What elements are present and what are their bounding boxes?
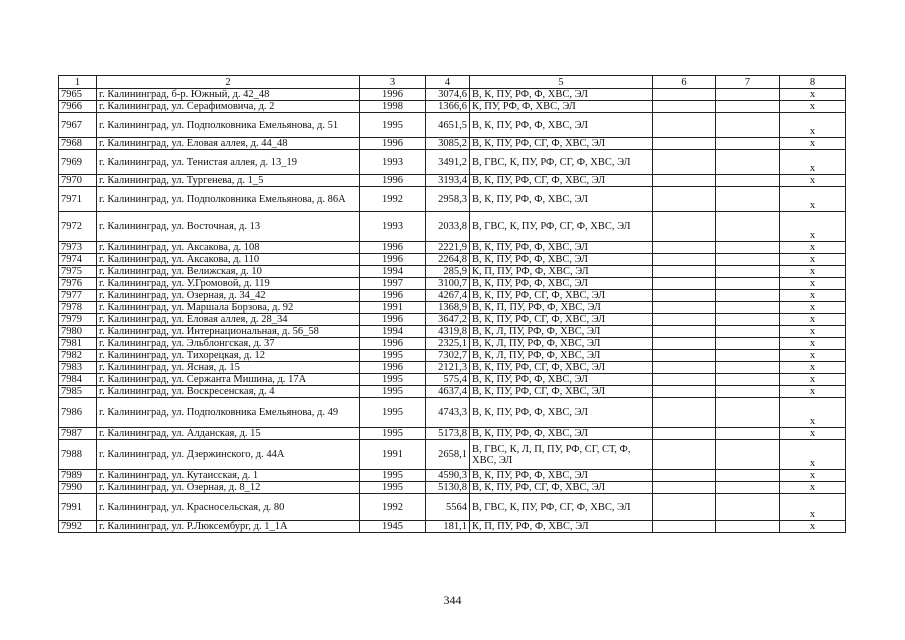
address-cell: г. Калининград, ул. Подполковника Емельянова, д. 86А bbox=[97, 187, 360, 212]
address-cell: г. Калининград, ул. Аксакова, д. 110 bbox=[97, 254, 360, 266]
year-cell: 1995 bbox=[360, 428, 426, 440]
col8-mark-cell: х bbox=[780, 138, 846, 150]
year-cell: 1995 bbox=[360, 482, 426, 494]
table-row bbox=[59, 521, 846, 533]
services-cell: В, К, ПУ, РФ, СГ, Ф, ХВС, ЭЛ bbox=[470, 386, 653, 398]
col7-cell bbox=[716, 428, 780, 440]
area-cell: 2033,8 bbox=[426, 212, 470, 242]
table-row bbox=[59, 187, 846, 212]
year-cell: 1996 bbox=[360, 89, 426, 101]
col6-cell bbox=[653, 338, 716, 350]
col7-cell bbox=[716, 470, 780, 482]
row-number-cell: 7986 bbox=[59, 398, 97, 428]
services-cell: В, ГВС, К, ПУ, РФ, СГ, Ф, ХВС, ЭЛ bbox=[470, 494, 653, 521]
table-row bbox=[59, 314, 846, 326]
address-cell: г. Калининград, ул. Сержанта Мишина, д. 17А bbox=[97, 374, 360, 386]
col7-cell bbox=[716, 242, 780, 254]
col8-mark-cell: х bbox=[780, 266, 846, 278]
col6-cell bbox=[653, 242, 716, 254]
services-cell: В, К, Л, ПУ, РФ, Ф, ХВС, ЭЛ bbox=[470, 338, 653, 350]
col8-mark-cell: х bbox=[780, 386, 846, 398]
services-cell: В, К, ПУ, РФ, СГ, Ф, ХВС, ЭЛ bbox=[470, 362, 653, 374]
area-cell: 4637,4 bbox=[426, 386, 470, 398]
area-cell: 2121,3 bbox=[426, 362, 470, 374]
area-cell: 4319,8 bbox=[426, 326, 470, 338]
services-cell: В, К, ПУ, РФ, Ф, ХВС, ЭЛ bbox=[470, 374, 653, 386]
col6-cell bbox=[653, 494, 716, 521]
col6-cell bbox=[653, 362, 716, 374]
col6-cell bbox=[653, 314, 716, 326]
row-number-cell: 7982 bbox=[59, 350, 97, 362]
row-number-cell: 7989 bbox=[59, 470, 97, 482]
col6-cell bbox=[653, 101, 716, 113]
col6-cell bbox=[653, 175, 716, 187]
row-number-cell: 7978 bbox=[59, 302, 97, 314]
col7-cell bbox=[716, 338, 780, 350]
year-cell: 1992 bbox=[360, 494, 426, 521]
area-cell: 5173,8 bbox=[426, 428, 470, 440]
year-cell: 1997 bbox=[360, 278, 426, 290]
row-number-cell: 7992 bbox=[59, 521, 97, 533]
col6-cell bbox=[653, 89, 716, 101]
column-header: 6 bbox=[653, 76, 716, 89]
col8-mark-cell: х bbox=[780, 314, 846, 326]
column-header: 7 bbox=[716, 76, 780, 89]
area-cell: 2264,8 bbox=[426, 254, 470, 266]
address-cell: г. Калининград, б-р. Южный, д. 42_48 bbox=[97, 89, 360, 101]
row-number-cell: 7967 bbox=[59, 113, 97, 138]
area-cell: 2325,1 bbox=[426, 338, 470, 350]
table-row bbox=[59, 398, 846, 428]
col7-cell bbox=[716, 386, 780, 398]
col8-mark-cell: х bbox=[780, 212, 846, 242]
area-cell: 2958,3 bbox=[426, 187, 470, 212]
col8-mark-cell: х bbox=[780, 521, 846, 533]
col7-cell bbox=[716, 362, 780, 374]
col8-mark-cell: х bbox=[780, 326, 846, 338]
col6-cell bbox=[653, 398, 716, 428]
address-cell: г. Калининград, ул. Восточная, д. 13 bbox=[97, 212, 360, 242]
table-row bbox=[59, 302, 846, 314]
area-cell: 3491,2 bbox=[426, 150, 470, 175]
table-row bbox=[59, 326, 846, 338]
col7-cell bbox=[716, 175, 780, 187]
col7-cell bbox=[716, 440, 780, 470]
col6-cell bbox=[653, 428, 716, 440]
col7-cell bbox=[716, 138, 780, 150]
services-cell: В, К, ПУ, РФ, СГ, Ф, ХВС, ЭЛ bbox=[470, 138, 653, 150]
col7-cell bbox=[716, 212, 780, 242]
row-number-cell: 7984 bbox=[59, 374, 97, 386]
area-cell: 575,4 bbox=[426, 374, 470, 386]
row-number-cell: 7965 bbox=[59, 89, 97, 101]
table-row bbox=[59, 266, 846, 278]
col8-mark-cell: х bbox=[780, 150, 846, 175]
services-cell: В, ГВС, К, ПУ, РФ, СГ, Ф, ХВС, ЭЛ bbox=[470, 212, 653, 242]
year-cell: 1991 bbox=[360, 440, 426, 470]
column-header: 4 bbox=[426, 76, 470, 89]
col6-cell bbox=[653, 290, 716, 302]
col8-mark-cell: х bbox=[780, 302, 846, 314]
col6-cell bbox=[653, 482, 716, 494]
year-cell: 1995 bbox=[360, 470, 426, 482]
address-cell: г. Калининград, ул. Еловая аллея, д. 44_48 bbox=[97, 138, 360, 150]
col6-cell bbox=[653, 386, 716, 398]
address-cell: г. Калининград, ул. Подполковника Емельянова, д. 51 bbox=[97, 113, 360, 138]
area-cell: 3100,7 bbox=[426, 278, 470, 290]
col6-cell bbox=[653, 254, 716, 266]
col8-mark-cell: х bbox=[780, 175, 846, 187]
services-cell: В, К, ПУ, РФ, Ф, ХВС, ЭЛ bbox=[470, 254, 653, 266]
address-cell: г. Калининград, ул. Маршала Борзова, д. 92 bbox=[97, 302, 360, 314]
header-row bbox=[59, 76, 846, 89]
year-cell: 1995 bbox=[360, 350, 426, 362]
services-cell: В, К, ПУ, РФ, Ф, ХВС, ЭЛ bbox=[470, 187, 653, 212]
row-number-cell: 7976 bbox=[59, 278, 97, 290]
row-number-cell: 7972 bbox=[59, 212, 97, 242]
services-cell: В, К, ПУ, РФ, Ф, ХВС, ЭЛ bbox=[470, 113, 653, 138]
col6-cell bbox=[653, 212, 716, 242]
address-cell: г. Калининград, ул. Озерная, д. 34_42 bbox=[97, 290, 360, 302]
row-number-cell: 7981 bbox=[59, 338, 97, 350]
row-number-cell: 7969 bbox=[59, 150, 97, 175]
col7-cell bbox=[716, 398, 780, 428]
services-cell: В, К, ПУ, РФ, Ф, ХВС, ЭЛ bbox=[470, 428, 653, 440]
row-number-cell: 7980 bbox=[59, 326, 97, 338]
year-cell: 1996 bbox=[360, 138, 426, 150]
col8-mark-cell: х bbox=[780, 428, 846, 440]
col6-cell bbox=[653, 470, 716, 482]
table-row bbox=[59, 175, 846, 187]
services-cell: В, К, П, ПУ, РФ, Ф, ХВС, ЭЛ bbox=[470, 302, 653, 314]
col7-cell bbox=[716, 101, 780, 113]
col7-cell bbox=[716, 374, 780, 386]
area-cell: 7302,7 bbox=[426, 350, 470, 362]
address-cell: г. Калининград, ул. Красносельская, д. 80 bbox=[97, 494, 360, 521]
services-cell: В, К, Л, ПУ, РФ, Ф, ХВС, ЭЛ bbox=[470, 326, 653, 338]
col6-cell bbox=[653, 150, 716, 175]
row-number-cell: 7970 bbox=[59, 175, 97, 187]
col8-mark-cell: х bbox=[780, 338, 846, 350]
col7-cell bbox=[716, 290, 780, 302]
address-cell: г. Калининград, ул. У.Громовой, д. 119 bbox=[97, 278, 360, 290]
table-row bbox=[59, 89, 846, 101]
address-cell: г. Калининград, ул. Серафимовича, д. 2 bbox=[97, 101, 360, 113]
col7-cell bbox=[716, 350, 780, 362]
col7-cell bbox=[716, 254, 780, 266]
year-cell: 1996 bbox=[360, 242, 426, 254]
address-cell: г. Калининград, ул. Аксакова, д. 108 bbox=[97, 242, 360, 254]
table-row bbox=[59, 113, 846, 138]
area-cell: 181,1 bbox=[426, 521, 470, 533]
services-cell: В, К, ПУ, РФ, СГ, Ф, ХВС, ЭЛ bbox=[470, 314, 653, 326]
row-number-cell: 7985 bbox=[59, 386, 97, 398]
services-cell: В, К, Л, ПУ, РФ, Ф, ХВС, ЭЛ bbox=[470, 350, 653, 362]
year-cell: 1994 bbox=[360, 266, 426, 278]
services-cell: В, ГВС, К, Л, П, ПУ, РФ, СГ, СТ, Ф, ХВС, ЭЛ bbox=[470, 440, 653, 470]
area-cell: 5564 bbox=[426, 494, 470, 521]
row-number-cell: 7968 bbox=[59, 138, 97, 150]
address-cell: г. Калининград, ул. Подполковника Емельянова, д. 49 bbox=[97, 398, 360, 428]
address-cell: г. Калининград, ул. Интернациональная, д. 56_58 bbox=[97, 326, 360, 338]
area-cell: 1368,9 bbox=[426, 302, 470, 314]
col6-cell bbox=[653, 374, 716, 386]
col7-cell bbox=[716, 150, 780, 175]
year-cell: 1996 bbox=[360, 314, 426, 326]
row-number-cell: 7971 bbox=[59, 187, 97, 212]
area-cell: 5130,8 bbox=[426, 482, 470, 494]
col8-mark-cell: х bbox=[780, 440, 846, 470]
col7-cell bbox=[716, 302, 780, 314]
col7-cell bbox=[716, 521, 780, 533]
page-number: 344 bbox=[443, 593, 462, 607]
services-cell: В, К, ПУ, РФ, СГ, Ф, ХВС, ЭЛ bbox=[470, 482, 653, 494]
column-header: 8 bbox=[780, 76, 846, 89]
address-cell: г. Калининград, ул. Алданская, д. 15 bbox=[97, 428, 360, 440]
col7-cell bbox=[716, 89, 780, 101]
column-header: 2 bbox=[97, 76, 360, 89]
row-number-cell: 7975 bbox=[59, 266, 97, 278]
col8-mark-cell: х bbox=[780, 101, 846, 113]
table-row bbox=[59, 101, 846, 113]
services-cell: В, К, ПУ, РФ, Ф, ХВС, ЭЛ bbox=[470, 89, 653, 101]
table-row bbox=[59, 494, 846, 521]
year-cell: 1996 bbox=[360, 362, 426, 374]
area-cell: 4590,3 bbox=[426, 470, 470, 482]
table-row bbox=[59, 150, 846, 175]
col7-cell bbox=[716, 187, 780, 212]
table-row bbox=[59, 386, 846, 398]
housing-registry-table bbox=[58, 75, 846, 533]
column-header: 5 bbox=[470, 76, 653, 89]
col8-mark-cell: х bbox=[780, 494, 846, 521]
col8-mark-cell: х bbox=[780, 290, 846, 302]
address-cell: г. Калининград, ул. Велижская, д. 10 bbox=[97, 266, 360, 278]
col8-mark-cell: х bbox=[780, 482, 846, 494]
year-cell: 1995 bbox=[360, 113, 426, 138]
col6-cell bbox=[653, 440, 716, 470]
col6-cell bbox=[653, 138, 716, 150]
table-row bbox=[59, 374, 846, 386]
col6-cell bbox=[653, 187, 716, 212]
area-cell: 2658,1 bbox=[426, 440, 470, 470]
col8-mark-cell: х bbox=[780, 89, 846, 101]
services-cell: К, ПУ, РФ, Ф, ХВС, ЭЛ bbox=[470, 101, 653, 113]
col6-cell bbox=[653, 521, 716, 533]
table-row bbox=[59, 350, 846, 362]
col6-cell bbox=[653, 302, 716, 314]
address-cell: г. Калининград, ул. Р.Люксембург, д. 1_1А bbox=[97, 521, 360, 533]
row-number-cell: 7979 bbox=[59, 314, 97, 326]
year-cell: 1996 bbox=[360, 290, 426, 302]
address-cell: г. Калининград, ул. Тургенева, д. 1_5 bbox=[97, 175, 360, 187]
table-row bbox=[59, 470, 846, 482]
area-cell: 3647,2 bbox=[426, 314, 470, 326]
col8-mark-cell: х bbox=[780, 278, 846, 290]
col6-cell bbox=[653, 278, 716, 290]
area-cell: 1366,6 bbox=[426, 101, 470, 113]
column-header: 1 bbox=[59, 76, 97, 89]
year-cell: 1996 bbox=[360, 175, 426, 187]
row-number-cell: 7988 bbox=[59, 440, 97, 470]
services-cell: К, П, ПУ, РФ, Ф, ХВС, ЭЛ bbox=[470, 521, 653, 533]
address-cell: г. Калининград, ул. Тенистая аллея, д. 13_19 bbox=[97, 150, 360, 175]
table-row bbox=[59, 242, 846, 254]
col8-mark-cell: х bbox=[780, 113, 846, 138]
col7-cell bbox=[716, 494, 780, 521]
col8-mark-cell: х bbox=[780, 374, 846, 386]
area-cell: 285,9 bbox=[426, 266, 470, 278]
services-cell: В, К, ПУ, РФ, Ф, ХВС, ЭЛ bbox=[470, 398, 653, 428]
col7-cell bbox=[716, 314, 780, 326]
year-cell: 1993 bbox=[360, 212, 426, 242]
area-cell: 3085,2 bbox=[426, 138, 470, 150]
year-cell: 1995 bbox=[360, 374, 426, 386]
col8-mark-cell: х bbox=[780, 242, 846, 254]
address-cell: г. Калининград, ул. Кутаисская, д. 1 bbox=[97, 470, 360, 482]
year-cell: 1994 bbox=[360, 326, 426, 338]
address-cell: г. Калининград, ул. Ясная, д. 15 bbox=[97, 362, 360, 374]
col6-cell bbox=[653, 113, 716, 138]
col8-mark-cell: х bbox=[780, 470, 846, 482]
services-cell: К, П, ПУ, РФ, Ф, ХВС, ЭЛ bbox=[470, 266, 653, 278]
row-number-cell: 7983 bbox=[59, 362, 97, 374]
table-row bbox=[59, 362, 846, 374]
row-number-cell: 7973 bbox=[59, 242, 97, 254]
area-cell: 4743,3 bbox=[426, 398, 470, 428]
table-row bbox=[59, 254, 846, 266]
year-cell: 1991 bbox=[360, 302, 426, 314]
services-cell: В, ГВС, К, ПУ, РФ, СГ, Ф, ХВС, ЭЛ bbox=[470, 150, 653, 175]
year-cell: 1993 bbox=[360, 150, 426, 175]
table-row bbox=[59, 338, 846, 350]
services-cell: В, К, ПУ, РФ, СГ, Ф, ХВС, ЭЛ bbox=[470, 290, 653, 302]
row-number-cell: 7966 bbox=[59, 101, 97, 113]
col6-cell bbox=[653, 326, 716, 338]
address-cell: г. Калининград, ул. Воскресенская, д. 4 bbox=[97, 386, 360, 398]
row-number-cell: 7990 bbox=[59, 482, 97, 494]
address-cell: г. Калининград, ул. Еловая аллея, д. 28_34 bbox=[97, 314, 360, 326]
year-cell: 1995 bbox=[360, 398, 426, 428]
row-number-cell: 7987 bbox=[59, 428, 97, 440]
col8-mark-cell: х bbox=[780, 398, 846, 428]
address-cell: г. Калининград, ул. Эльблонгская, д. 37 bbox=[97, 338, 360, 350]
area-cell: 4267,4 bbox=[426, 290, 470, 302]
address-cell: г. Калининград, ул. Озерная, д. 8_12 bbox=[97, 482, 360, 494]
col6-cell bbox=[653, 350, 716, 362]
table-row bbox=[59, 482, 846, 494]
year-cell: 1996 bbox=[360, 254, 426, 266]
area-cell: 4651,5 bbox=[426, 113, 470, 138]
row-number-cell: 7991 bbox=[59, 494, 97, 521]
table-row bbox=[59, 212, 846, 242]
services-cell: В, К, ПУ, РФ, Ф, ХВС, ЭЛ bbox=[470, 470, 653, 482]
year-cell: 1996 bbox=[360, 338, 426, 350]
col7-cell bbox=[716, 326, 780, 338]
services-cell: В, К, ПУ, РФ, СГ, Ф, ХВС, ЭЛ bbox=[470, 175, 653, 187]
table-row bbox=[59, 428, 846, 440]
table-row bbox=[59, 138, 846, 150]
col6-cell bbox=[653, 266, 716, 278]
table-row bbox=[59, 290, 846, 302]
col7-cell bbox=[716, 278, 780, 290]
services-cell: В, К, ПУ, РФ, Ф, ХВС, ЭЛ bbox=[470, 278, 653, 290]
table-row bbox=[59, 440, 846, 470]
row-number-cell: 7977 bbox=[59, 290, 97, 302]
table-row bbox=[59, 278, 846, 290]
area-cell: 2221,9 bbox=[426, 242, 470, 254]
area-cell: 3074,6 bbox=[426, 89, 470, 101]
row-number-cell: 7974 bbox=[59, 254, 97, 266]
col8-mark-cell: х bbox=[780, 254, 846, 266]
col8-mark-cell: х bbox=[780, 362, 846, 374]
year-cell: 1992 bbox=[360, 187, 426, 212]
col8-mark-cell: х bbox=[780, 350, 846, 362]
col7-cell bbox=[716, 482, 780, 494]
area-cell: 3193,4 bbox=[426, 175, 470, 187]
column-header: 3 bbox=[360, 76, 426, 89]
col7-cell bbox=[716, 113, 780, 138]
col7-cell bbox=[716, 266, 780, 278]
year-cell: 1945 bbox=[360, 521, 426, 533]
services-cell: В, К, ПУ, РФ, Ф, ХВС, ЭЛ bbox=[470, 242, 653, 254]
col8-mark-cell: х bbox=[780, 187, 846, 212]
year-cell: 1995 bbox=[360, 386, 426, 398]
year-cell: 1998 bbox=[360, 101, 426, 113]
address-cell: г. Калининград, ул. Тихорецкая, д. 12 bbox=[97, 350, 360, 362]
address-cell: г. Калининград, ул. Дзержинского, д. 44А bbox=[97, 440, 360, 470]
